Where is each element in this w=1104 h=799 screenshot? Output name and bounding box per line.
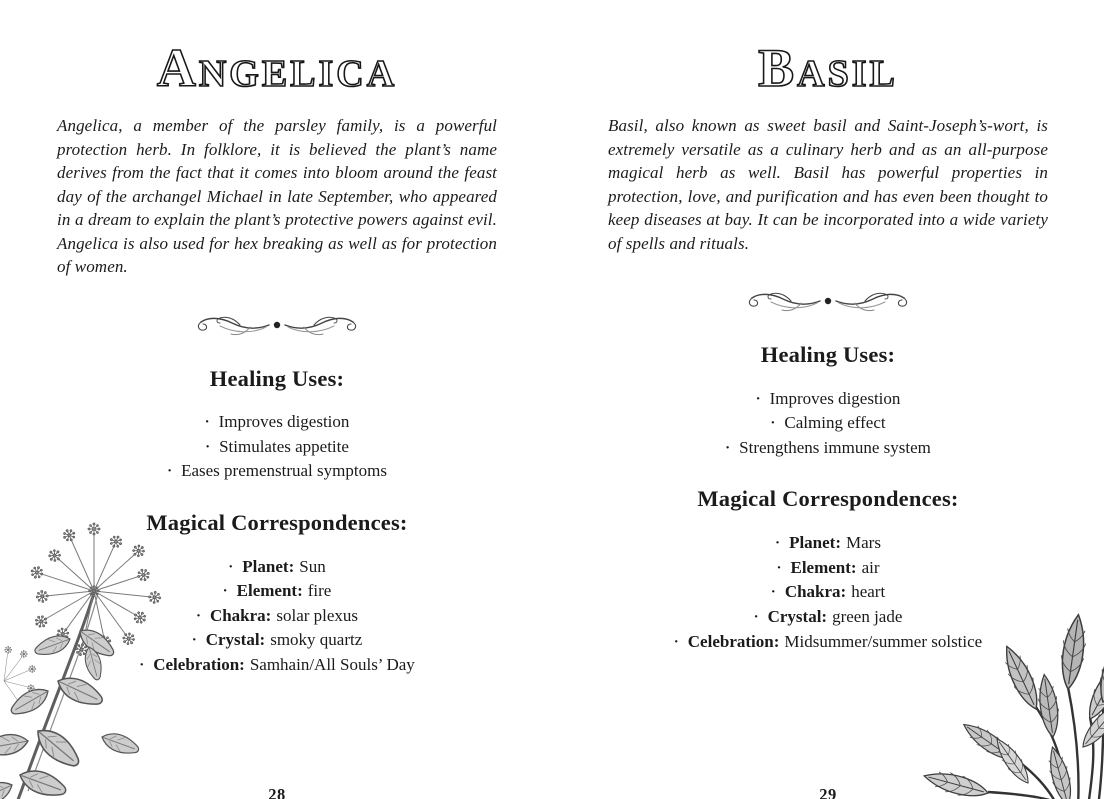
chapter-title-basil	[608, 36, 1048, 98]
bullet-icon: ·	[776, 559, 782, 576]
page-number: 29	[819, 785, 837, 799]
flourish-divider-icon	[192, 310, 362, 340]
right-page	[608, 0, 1048, 799]
corr-value: Sun	[299, 556, 326, 576]
chapter-title-angelica	[57, 36, 497, 98]
corr-label: Crystal:	[205, 630, 266, 650]
list-item	[57, 604, 497, 629]
bullet-icon: ·	[755, 390, 761, 407]
bullet-icon: ·	[673, 633, 679, 650]
list-item	[57, 579, 497, 604]
bullet-icon: ·	[205, 438, 211, 455]
correspondences-list	[57, 555, 497, 678]
list-item	[608, 436, 1048, 461]
list-item	[57, 435, 497, 460]
corr-value: smoky quartz	[270, 630, 363, 650]
bullet-icon: ·	[725, 439, 731, 456]
bullet-icon: ·	[204, 414, 210, 431]
magical-correspondences-heading: Magical Correspondences:	[697, 486, 959, 512]
corr-label: Chakra:	[784, 582, 847, 602]
corr-label: Crystal:	[767, 606, 828, 626]
bullet-icon: ·	[228, 558, 234, 575]
list-item	[57, 653, 497, 678]
healing-uses-list	[608, 387, 1048, 461]
list-item-text: Stimulates appetite	[219, 436, 349, 456]
bullet-icon: ·	[770, 584, 776, 601]
list-item	[608, 605, 1048, 630]
bullet-icon: ·	[222, 583, 228, 600]
correspondences-list	[608, 531, 1048, 654]
list-item	[608, 411, 1048, 436]
list-item-text: Strengthens immune system	[739, 437, 931, 457]
bullet-icon: ·	[139, 657, 145, 673]
corr-label: Chakra:	[209, 605, 272, 625]
corr-label: Celebration:	[153, 655, 245, 674]
svg-text:BASIL: BASIL	[758, 38, 898, 98]
corr-value: heart	[851, 582, 886, 602]
bullet-icon: ·	[775, 535, 781, 552]
corr-label: Planet:	[789, 533, 841, 553]
corr-value: air	[861, 557, 880, 577]
list-item	[57, 555, 497, 580]
list-item-text: Improves digestion	[769, 388, 901, 408]
corr-value: fire	[307, 581, 332, 601]
corr-value: Samhain/All Souls’ Day	[249, 655, 415, 674]
corr-value: Mars	[846, 533, 881, 553]
list-item	[608, 531, 1048, 556]
healing-uses-list	[57, 410, 497, 484]
left-page	[57, 0, 497, 799]
corr-label: Planet:	[242, 556, 295, 576]
bullet-icon: ·	[167, 463, 173, 480]
corr-value: green jade	[832, 606, 903, 626]
list-item	[57, 628, 497, 653]
list-item	[608, 580, 1048, 605]
list-item-text: Eases premenstrual symptoms	[181, 461, 387, 481]
intro-paragraph: Angelica, a member of the parsley family, is a powerful protection herb. In folklore, it is believed the plant’s name derives from the fact that it comes into bloom around the feast day of the archangel Michael in late September, who appeared in a dream to explain the plant’s protective powers against evil. Angelica is also used for hex breaking as well as for protection of women.	[57, 116, 497, 276]
list-item-text: Calming effect	[784, 413, 886, 433]
intro-paragraph: Basil, also known as sweet basil and Saint-Joseph’s-wort, is extremely versatile as a culinary herb and as an all-purpose magical herb as well. Basil has powerful properties in protection, love, and purification and has even been thought to keep diseases at bay. It can be incorporated into a wide variety of spells and rituals.	[608, 116, 1048, 253]
bullet-icon: ·	[753, 608, 759, 625]
list-item	[608, 556, 1048, 581]
healing-uses-heading: Healing Uses:	[760, 342, 896, 367]
corr-value: Midsummer/summer solstice	[784, 631, 983, 651]
bullet-icon: ·	[191, 632, 197, 649]
magical-correspondences-heading: Magical Correspondences:	[146, 509, 408, 535]
corr-label: Element:	[790, 557, 857, 577]
bullet-icon: ·	[770, 415, 776, 432]
list-item	[608, 387, 1048, 412]
flourish-divider-icon	[743, 286, 913, 316]
list-item-text: Improves digestion	[218, 412, 350, 432]
corr-label: Element:	[236, 581, 303, 601]
healing-uses-heading: Healing Uses:	[209, 365, 345, 391]
list-item	[57, 410, 497, 435]
bullet-icon: ·	[195, 607, 201, 624]
list-item	[57, 459, 497, 484]
corr-label: Celebration:	[687, 631, 780, 651]
corr-value: solar plexus	[276, 605, 359, 625]
page-number: 28	[268, 785, 286, 799]
list-item	[608, 630, 1048, 655]
svg-text:ANGELICA: ANGELICA	[156, 38, 398, 98]
